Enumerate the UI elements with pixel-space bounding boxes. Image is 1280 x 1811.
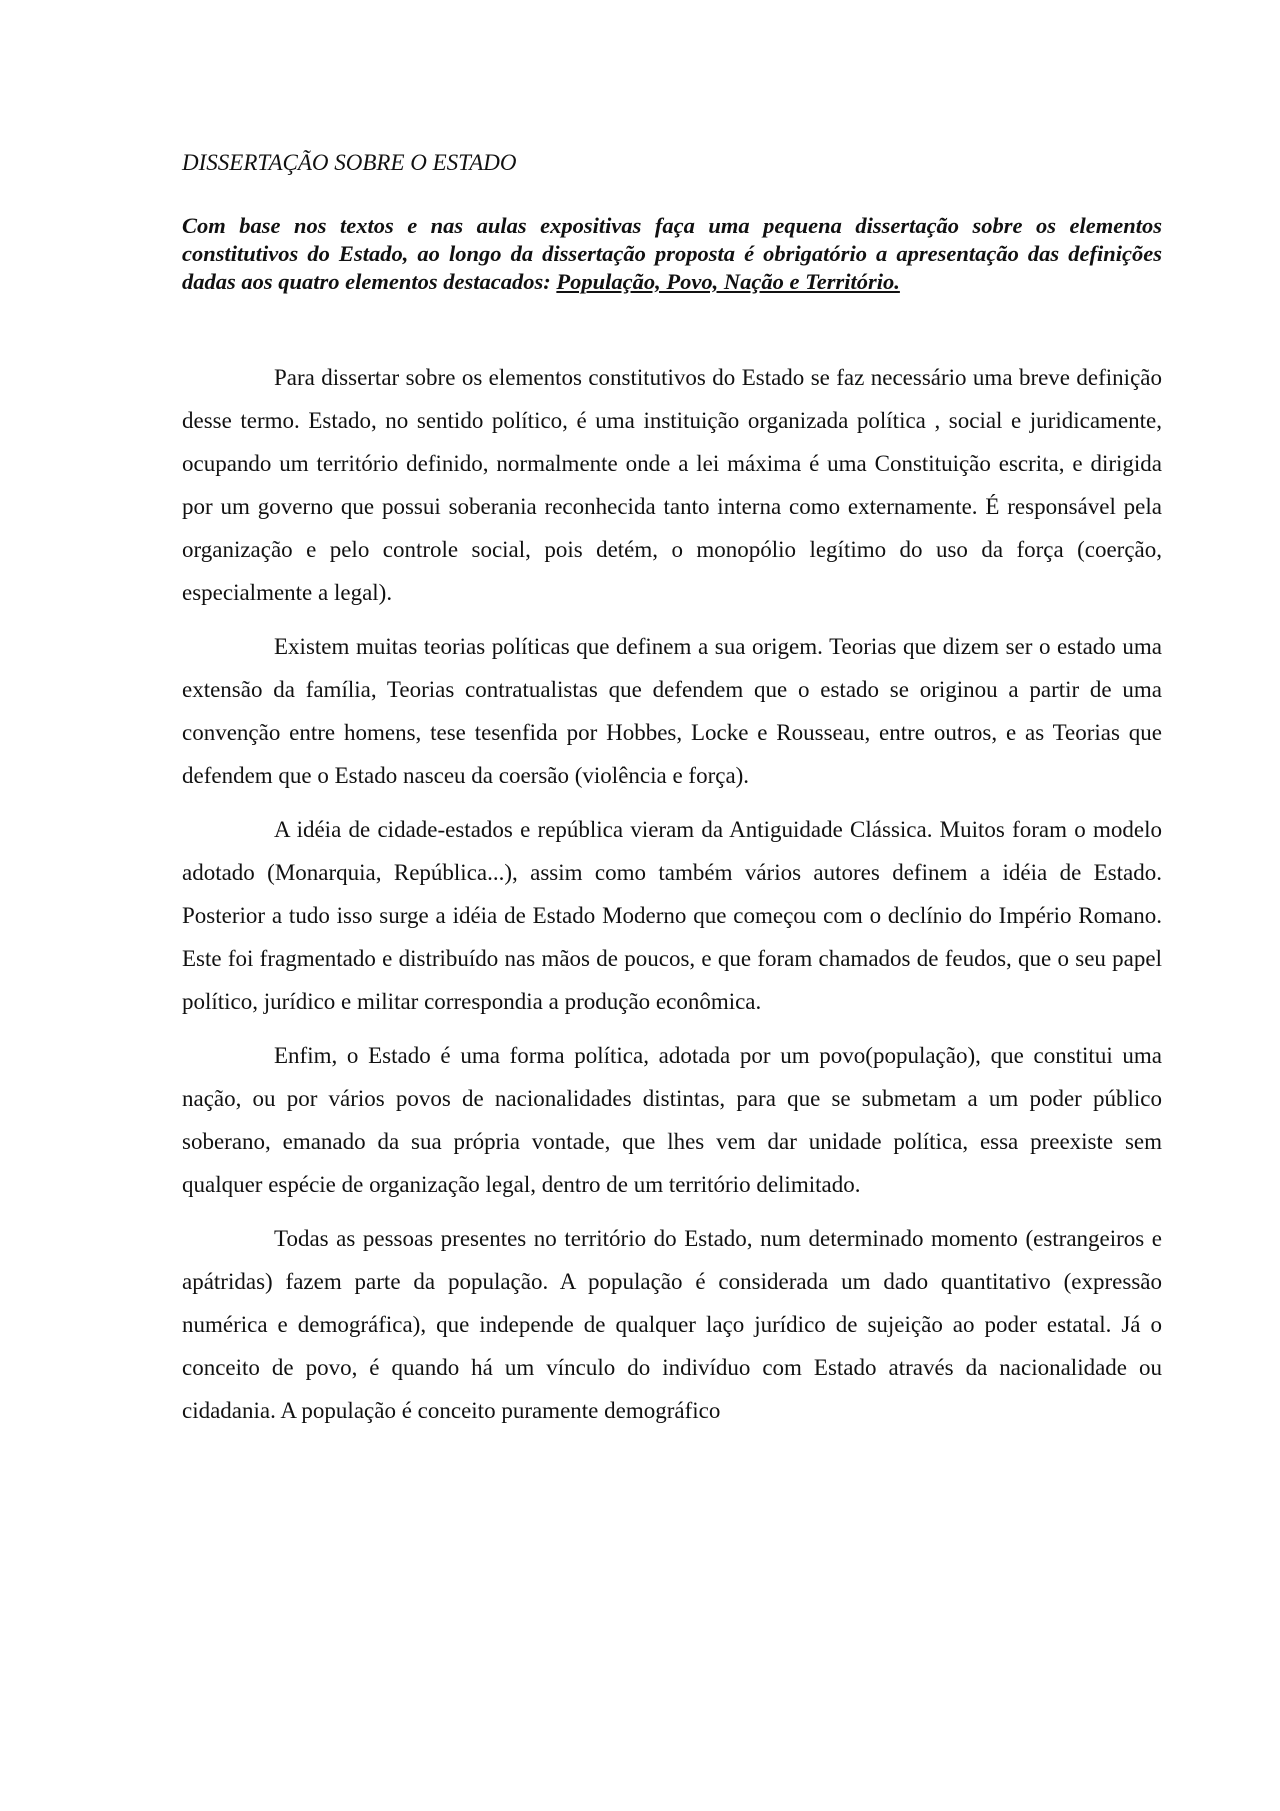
essay-paragraph: Existem muitas teorias políticas que definem a sua origem. Teorias que dizem ser o estado uma extensão da família, Teorias contratualistas que defendem que o estado se originou a partir de uma convenção entre homens, tese tesenfida por Hobbes, Locke e Rousseau, entre outros, e as Teorias que defendem que o Estado nasceu da coersão (violência e força).: [182, 634, 1162, 788]
essay-paragraph: Enfim, o Estado é uma forma política, adotada por um povo(população), que constitui uma nação, ou por vários povos de nacionalidades distintas, para que se submetam a um poder público soberano, emanado da sua própria vontade, que lhes vem dar unidade política, essa preexiste sem qualquer espécie de organização legal, dentro de um território delimitado.: [182, 1043, 1162, 1197]
document-title: DISSERTAÇÃO SOBRE O ESTADO: [182, 150, 517, 175]
essay-paragraph: A idéia de cidade-estados e república vieram da Antiguidade Clássica. Muitos foram o modelo adotado (Monarquia, República...), assim como também vários autores definem a idéia de Estado. Posterior a tudo isso surge a idéia de Estado Moderno que começou com o declínio do Império Romano. Este foi fragmentado e distribuído nas mãos de poucos, e que foram chamados de feudos, que o seu papel político, jurídico e militar correspondia a produção econômica.: [182, 817, 1162, 1014]
essay-paragraph: Todas as pessoas presentes no território do Estado, num determinado momento (estrangeiros e apátridas) fazem parte da população. A população é considerada um dado quantitativo (expressão numérica e demográfica), que independe de qualquer laço jurídico de sujeição ao poder estatal. Já o conceito de povo, é quando há um vínculo do indivíduo com Estado através da nacionalidade ou cidadania. A população é conceito puramente demográfico: [182, 1226, 1162, 1423]
assignment-prompt: [182, 212, 1162, 296]
document-content: [182, 148, 1162, 1443]
essay-body: [182, 356, 1162, 1432]
assignment-prompt-highlight: População, Povo, Nação e Território.: [556, 269, 900, 294]
essay-paragraph: Para dissertar sobre os elementos constitutivos do Estado se faz necessário uma breve definição desse termo. Estado, no sentido político, é uma instituição organizada política , social e juridicamente, ocupando um território definido, normalmente onde a lei máxima é uma Constituição escrita, e dirigida por um governo que possui soberania reconhecida tanto interna como externamente. É responsável pela organização e pelo controle social, pois detém, o monopólio legítimo do uso da força (coerção, especialmente a legal).: [182, 365, 1162, 605]
assignment-prompt-text: Com base nos textos e nas aulas expositivas faça uma pequena dissertação sobre os elementos constitutivos do Estado, ao longo da dissertação proposta é obrigatório a apresentação das definições dadas aos quatro elementos destacados:: [182, 213, 1162, 294]
